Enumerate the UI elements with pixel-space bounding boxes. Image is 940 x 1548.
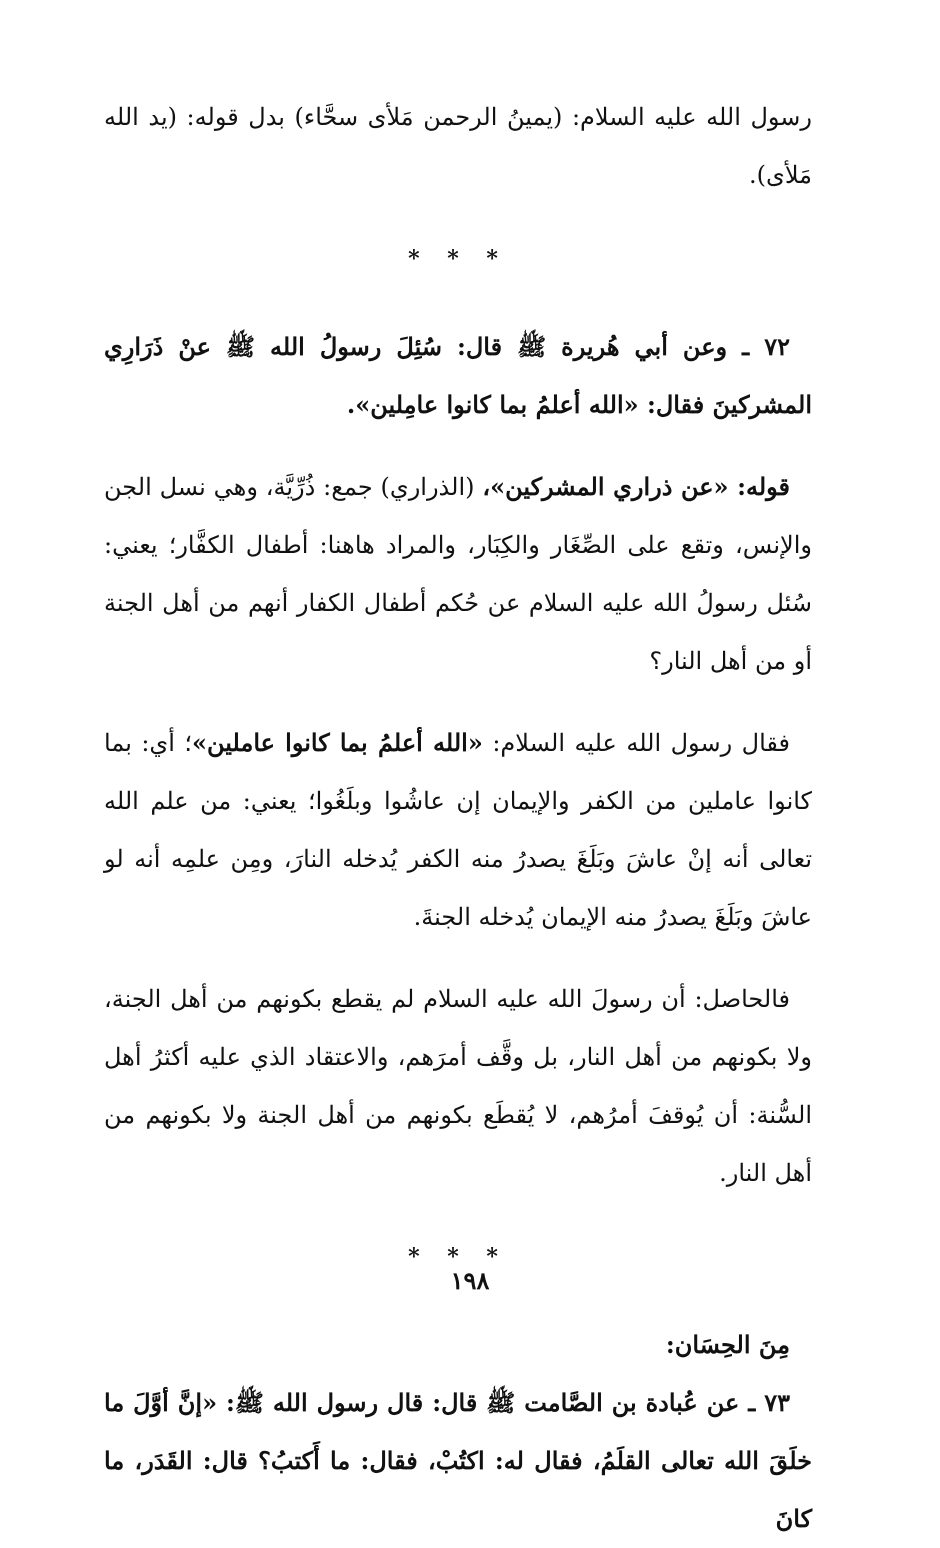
page-number: ١٩٨	[450, 1266, 490, 1295]
hadith-72: ٧٢ ـ وعن أبي هُريرة ﷺ قال: سُئِلَ رسولُ الله ﷺ عنْ ذَرَارِي المشركينَ فقال: «الله أعلمُ بما كانوا عامِلين».	[104, 332, 812, 419]
section-separator: * * *	[408, 1244, 508, 1270]
section-heading: مِنَ الحِسَان:	[665, 1330, 790, 1359]
quoted-phrase: «الله أعلمُ بما كانوا عاملين»	[192, 728, 483, 757]
paragraph-continuation: رسول الله عليه السلام: (يمينُ الرحمن مَلأى سحَّاء) بدل قوله: (يد الله مَلأى).	[104, 103, 812, 189]
section-separator: * * *	[408, 246, 508, 272]
paragraph-commentary-2	[104, 714, 812, 946]
paragraph-conclusion: فالحاصل: أن رسولَ الله عليه السلام لم يقطع بكونهم من أهل الجنة، ولا بكونهم من أهل النار، بل وقَّف أمرَهم، والاعتقاد الذي عليه أكثرُ أهل السُّنة: أن يُوقفَ أمرُهم، لا يُقطَع بكونهم من أهل الجنة ولا بكونهم من أهل النار.	[104, 985, 812, 1187]
hadith-73: ٧٣ ـ عن عُبادة بن الصَّامت ﷺ قال: قال رسول الله ﷺ: «إنَّ أوَّلَ ما خلَقَ الله تعالى القلَمُ، فقال له: اكتُبْ، فقال: ما أَكتبُ؟ قال: القَدَر، ما كانَ	[104, 1388, 812, 1533]
quoted-phrase: قوله: «عن ذراري المشركين»،	[482, 472, 791, 501]
paragraph-commentary-1	[104, 458, 812, 690]
commentary-lead: فقال رسول الله عليه السلام:	[482, 729, 791, 757]
commentary-text: (الذراري) جمع: ذُرِّيَّة، وهي نسل الجن والإنس، وتقع على الصِّغَار والكِبَار، والمراد هاهنا: أطفال الكفَّار؛ يعني: سُئل رسولُ الله عليه السلام عن حُكم أطفال الكفار أنهم من أهل الجنة أو من أهل النار؟	[104, 473, 812, 675]
commentary-text: ؛ أي: بما كانوا عاملين من الكفر والإيمان إن عاشُوا وبلَغُوا؛ يعني: من علم الله تعالى أنه إنْ عاشَ وبَلَغَ يصدرُ منه الكفر يُدخله النارَ، ومِن علمِه أنه لو عاشَ وبَلَغَ يصدرُ منه الإيمان يُدخله الجنةَ.	[104, 729, 812, 931]
